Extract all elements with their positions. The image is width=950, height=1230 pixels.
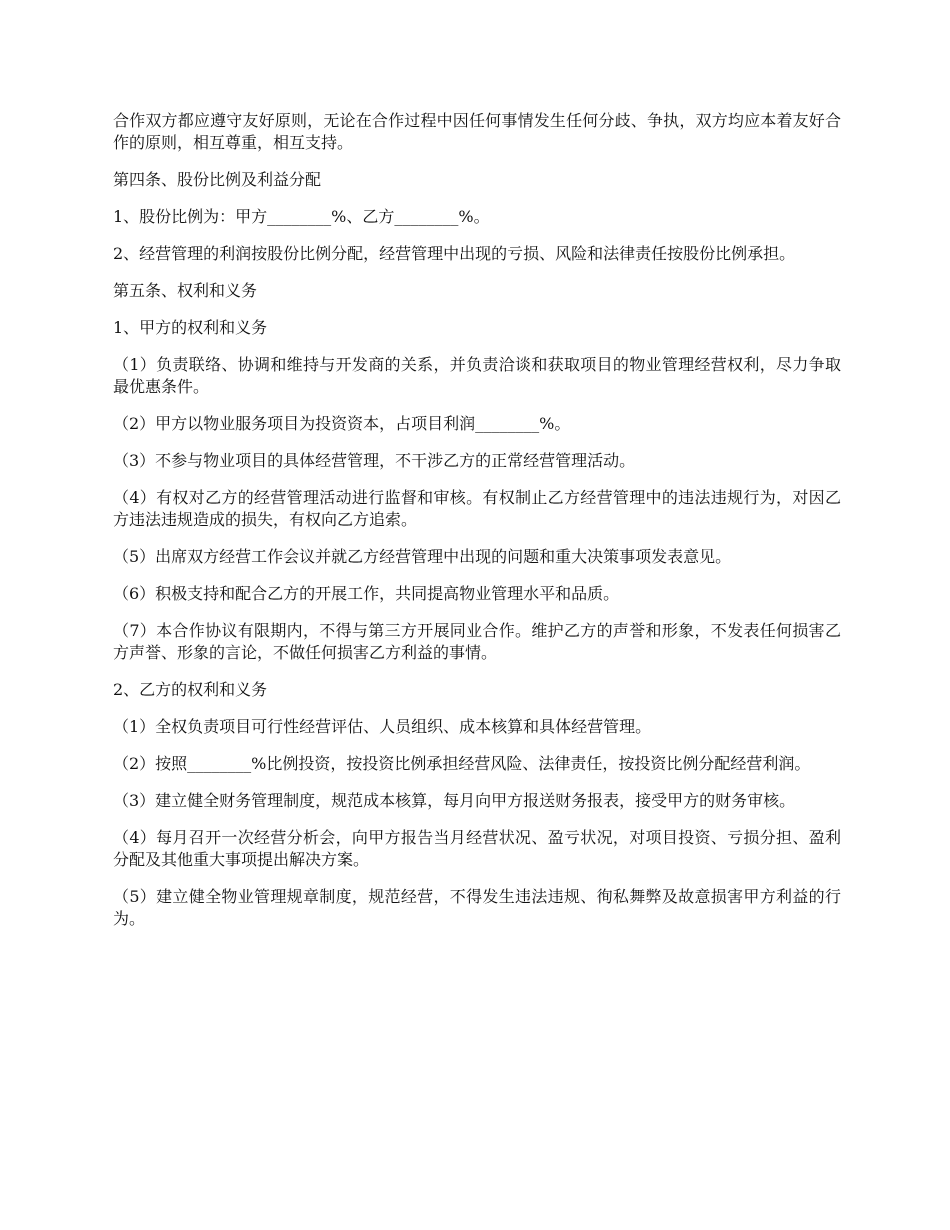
- document-body: [113, 110, 841, 945]
- party-a-item-2: （2）甲方以物业服务项目为投资资本，占项目利润________%。: [113, 414, 571, 433]
- party-b-item-3: （3）建立健全财务管理制度，规范成本核算，每月向甲方报送财务报表，接受甲方的财务审核。: [113, 791, 796, 810]
- party-a-item-3: （3）不参与物业项目的具体经营管理，不干涉乙方的正常经营管理活动。: [113, 451, 636, 470]
- party-a-item-7: （7）本合作协议有限期内，不得与第三方开展同业合作。维护乙方的声誉和形象，不发表任何损害乙方声誉、形象的言论，不做任何损害乙方利益的事情。: [113, 621, 841, 662]
- party-b-item-2: （2）按照________%比例投资，按投资比例承担经营风险、法律责任，按投资比例分配经营利润。: [113, 754, 811, 773]
- party-a-item-4: （4）有权对乙方的经营管理活动进行监督和审核。有权制止乙方经营管理中的违法违规行为，对因乙方违法违规造成的损失，有权向乙方追索。: [113, 488, 841, 529]
- party-b-item-1: （1）全权负责项目可行性经营评估、人员组织、成本核算和具体经营管理。: [113, 717, 652, 736]
- party-b-item-4: （4）每月召开一次经营分析会，向甲方报告当月经营状况、盈亏状况，对项目投资、亏损分担、盈利分配及其他重大事项提出解决方案。: [113, 828, 841, 869]
- party-b-item-5: （5）建立健全物业管理规章制度，规范经营，不得发生违法违规、徇私舞弊及故意损害甲方利益的行为。: [113, 887, 841, 928]
- party-a-rights-heading: 1、甲方的权利和义务: [113, 318, 268, 337]
- party-a-item-6: （6）积极支持和配合乙方的开展工作，共同提高物业管理水平和品质。: [113, 584, 620, 603]
- profit-distribution-clause: 2、经营管理的利润按股份比例分配，经营管理中出现的亏损、风险和法律责任按股份比例承担。: [113, 244, 796, 263]
- article-4-heading: 第四条、股份比例及利益分配: [113, 170, 322, 189]
- paragraph-friendly-principle: 合作双方都应遵守友好原则，无论在合作过程中因任何事情发生任何分歧、争执，双方均应本着友好合作的原则，相互尊重，相互支持。: [113, 111, 841, 152]
- share-ratio-clause: 1、股份比例为：甲方________%、乙方________%。: [113, 207, 490, 226]
- party-a-item-1: （1）负责联络、协调和维持与开发商的关系，并负责洽谈和获取项目的物业管理经营权利，尽力争取最优惠条件。: [113, 355, 841, 396]
- party-a-item-5: （5）出席双方经营工作会议并就乙方经营管理中出现的问题和重大决策事项发表意见。: [113, 547, 732, 566]
- party-b-rights-heading: 2、乙方的权利和义务: [113, 680, 268, 699]
- article-5-heading: 第五条、权利和义务: [113, 281, 258, 300]
